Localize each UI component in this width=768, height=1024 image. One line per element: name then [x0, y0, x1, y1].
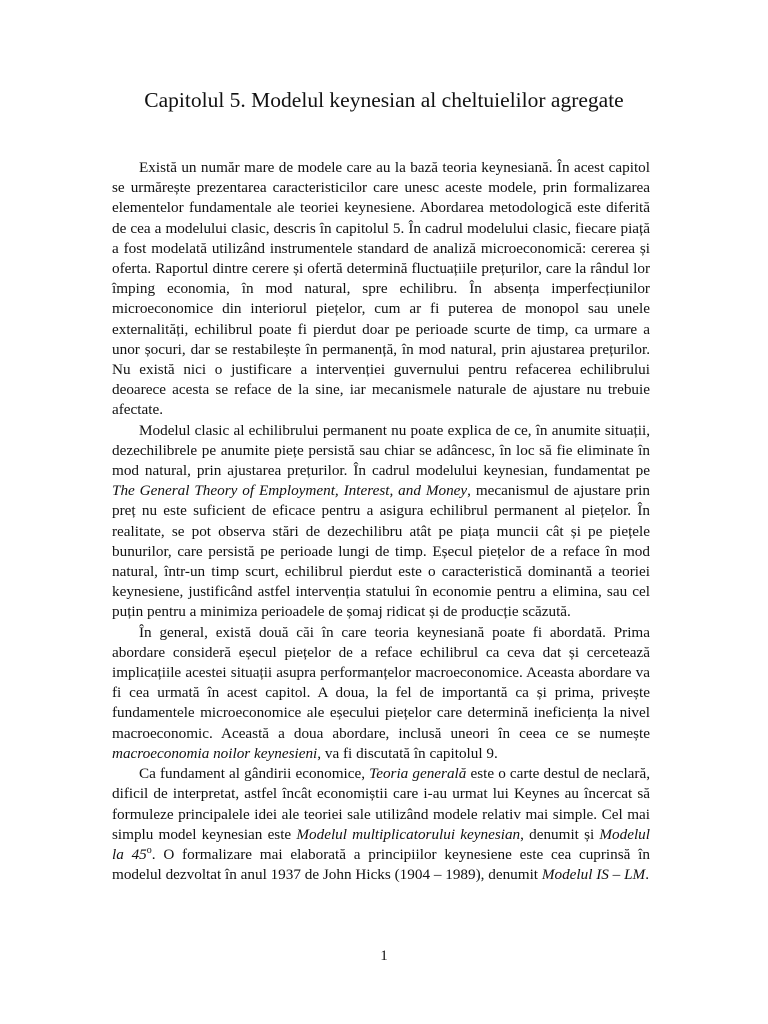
page-number: 1: [380, 948, 388, 964]
paragraph-3: [112, 623, 650, 764]
paragraph-4: [112, 764, 650, 885]
term-multiplier-model: Modelul multiplicatorului keynesian: [296, 825, 521, 843]
paragraph-2-text-a: Modelul clasic al echilibrului permanent nu poate explica de ce, în anumite situații, dezechilibrele pe anumite piețe persistă sau chiar se adâncesc, în loc să fie eliminate în mod natural, prin ajustarea prețurilor. În cadrul modelului keynesian, fundamentat pe: [112, 421, 650, 480]
term-45-model: Modelul la 45: [112, 825, 650, 863]
paragraph-1: [112, 158, 650, 421]
paragraph-4-text-c: , denumit și: [520, 825, 600, 843]
book-title: The General Theory of Employment, Interest, and Money: [112, 482, 468, 500]
paragraph-2: [112, 421, 650, 623]
term-is-lm-model: Modelul IS – LM: [541, 866, 646, 884]
chapter-title: Capitolul 5. Modelul keynesian al cheltuielilor agregate: [144, 88, 624, 112]
paragraph-4-text-d: . O formalizare mai elaborată a principiilor keynesiene este cea cuprinsă în modelul dezvoltat în anul 1937 de John Hicks (1904 – 1989), denumit: [112, 845, 650, 884]
term-new-keynesian: macroeconomia noilor keynesieni: [112, 744, 318, 762]
paragraph-4-text-b: este o carte destul de neclară, dificil de interpretat, astfel încât economiștii care i-au urmat lui Keynes au încercat să formuleze principalele idei ale teoriei sale utilizând modele relativ mai simple. Cel mai simplu model keynesian este: [112, 765, 650, 843]
paragraph-3-text-b: , va fi discutată în capitolul 9.: [317, 744, 498, 762]
paragraph-2-text-b: , mecanismul de ajustare prin preț nu este suficient de eficace pentru a asigura echilibrul permanent al piețelor. În realitate, se pot observa stări de dezechilibru atât pe piața muncii cât și pe piețele bunurilor, care persistă pe perioade lungi de timp. Eșecul piețelor de a reface în mod natural, într-un timp scurt, echilibrul pierdut este o caracteristică dominantă a teoriei keynesiene, justificând astfel intervenția statului în economie pentru a elimina, sau cel puțin pentru a minimiza perioadele de șomaj ridicat și de producție scăzută.: [112, 482, 650, 621]
body-text: [112, 158, 650, 885]
paragraph-4-text-e: .: [645, 866, 649, 884]
paragraph-3-text-a: În general, există două căi în care teoria keynesiană poate fi abordată. Prima abordare consideră eșecul piețelor de a reface echilibrul ca ceva dat și cercetează implicațiile acestei situații asupra performanțelor macroeconomice. Aceasta abordare va fi cea urmată în acest capitol. A doua, la fel de importantă ca și prima, privește fundamentele microeconomice ale eșecului piețelor care determină ineficiența la nivel macroeconomic. Această a doua abordare, inclusă uneori în ceea ce se numește: [112, 623, 650, 742]
term-general-theory: Teoria generală: [369, 765, 467, 783]
paragraph-4-text-a: Ca fundament al gândirii economice,: [139, 765, 370, 783]
degree-superscript: o: [146, 844, 152, 856]
paragraph-1-text: Există un număr mare de modele care au la bază teoria keynesiană. În acest capitol se urmărește prezentarea caracteristicilor care unesc aceste modele, prin formalizarea elementelor fundamentale ale teoriei keynesiene. Abordarea metodologică este diferită de cea a modelului clasic, descris în capitolul 5. În cadrul modelului clasic, fiecare piață a fost modelată utilizând instrumentele standard de analiză microeconomică: cererea și oferta. Raportul dintre cerere și ofertă determină fluctuațiile prețurilor, care la rândul lor împing economia, în mod natural, spre echilibru. În absența imperfecțiunilor microeconomice din interiorul piețelor, cum ar fi puterea de monopol sau unele externalități, echilibrul poate fi pierdut doar pe perioade scurte de timp, ca urmare a unor șocuri, dar se restabilește în permanență, în mod natural, prin ajustarea prețurilor. Nu există nici o justificare a intervenției guvernului pentru refacerea echilibrului deoarece acesta se reface de la sine, iar mecanismele naturale de ajustare nu trebuie afectate.: [112, 159, 650, 419]
